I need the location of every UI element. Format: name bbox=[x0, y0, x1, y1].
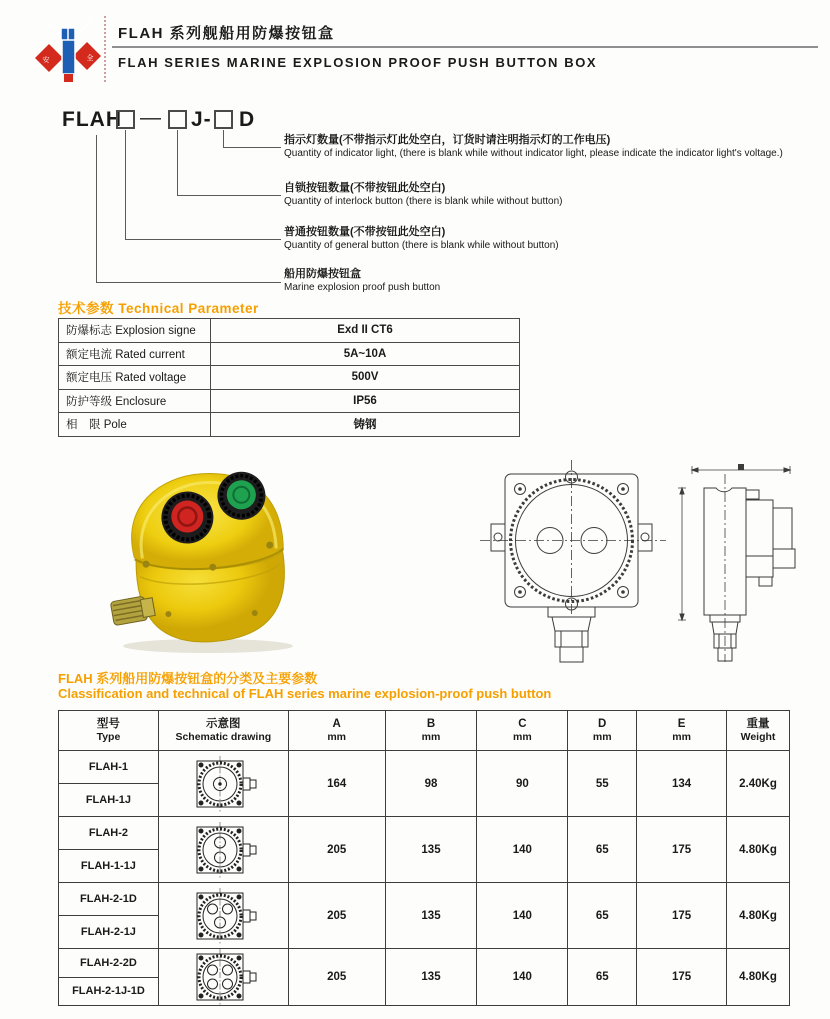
schematic-1-button-icon bbox=[181, 756, 265, 812]
dim-c: 140 bbox=[477, 883, 568, 949]
svg-text:安: 安 bbox=[42, 57, 50, 64]
weight-cell: 4.80Kg bbox=[727, 883, 790, 949]
table-row bbox=[59, 949, 790, 978]
classification-heading-en: Classification and technical of FLAH series marine explosion-proof push button bbox=[58, 686, 552, 701]
col-c: C mm bbox=[477, 711, 568, 751]
dim-d: 55 bbox=[568, 751, 637, 817]
dim-e: 175 bbox=[637, 949, 727, 1006]
param-value: 铸钢 bbox=[211, 413, 520, 437]
model-code-j: J- bbox=[191, 108, 212, 131]
annotation-zh: 普通按钮数量(不带按钮此处空白) bbox=[284, 226, 446, 238]
type-cell: FLAH-2-1J-1D bbox=[59, 977, 159, 1006]
param-value: Exd II CT6 bbox=[211, 319, 520, 343]
type-cell: FLAH-1 bbox=[59, 751, 159, 784]
table-row bbox=[59, 883, 790, 916]
annotation-en: Quantity of indicator light, (there is blank while without indicator light, please indicate the indicator light's voltage.) bbox=[284, 148, 783, 159]
col-schematic: 示意图 Schematic drawing bbox=[158, 711, 288, 751]
type-cell: FLAH-2-1J bbox=[59, 916, 159, 949]
dim-e: 134 bbox=[637, 751, 727, 817]
title-rule bbox=[112, 46, 818, 48]
header-divider bbox=[104, 16, 106, 82]
param-label: 防护等级 Enclosure bbox=[59, 389, 211, 413]
tech-params-heading: 技术参数 Technical Parameter bbox=[58, 301, 259, 316]
table-row bbox=[59, 366, 520, 390]
page-title-en: FLAH SERIES MARINE EXPLOSION PROOF PUSH BUTTON BOX bbox=[118, 55, 598, 70]
type-cell: FLAH-1-1J bbox=[59, 850, 159, 883]
connector-line-series bbox=[96, 135, 281, 283]
annotation-en: Quantity of interlock button (there is blank while without button) bbox=[284, 196, 563, 207]
param-value: IP56 bbox=[211, 389, 520, 413]
cable-gland-icon bbox=[110, 595, 156, 626]
table-header-row bbox=[59, 711, 790, 751]
company-logo-icon bbox=[35, 14, 101, 86]
schematic-cell bbox=[158, 883, 288, 949]
table-row bbox=[59, 342, 520, 366]
classification-heading-zh: FLAH 系列船用防爆按钮盒的分类及主要参数 bbox=[58, 671, 318, 686]
schematic-2-buttons-icon bbox=[181, 822, 265, 878]
weight-cell: 2.40Kg bbox=[727, 751, 790, 817]
front-view-drawing bbox=[478, 460, 668, 665]
schematic-cell bbox=[158, 817, 288, 883]
annotation-zh: 船用防爆按钮盒 bbox=[284, 268, 361, 280]
dim-b: 135 bbox=[385, 817, 477, 883]
weight-cell: 4.80Kg bbox=[727, 817, 790, 883]
type-cell: FLAH-2-2D bbox=[59, 949, 159, 978]
table-row bbox=[59, 319, 520, 343]
svg-text:全: 全 bbox=[86, 55, 94, 62]
param-label: 防爆标志 Explosion signe bbox=[59, 319, 211, 343]
model-code-box-indicator bbox=[214, 110, 233, 129]
table-row bbox=[59, 751, 790, 784]
annotation-indicator-light bbox=[284, 133, 818, 160]
type-cell: FLAH-2 bbox=[59, 817, 159, 850]
model-code-box-interlock bbox=[168, 110, 187, 129]
param-label: 额定电流 Rated current bbox=[59, 342, 211, 366]
table-row bbox=[59, 389, 520, 413]
table-row bbox=[59, 817, 790, 850]
dim-c: 140 bbox=[477, 817, 568, 883]
type-cell: FLAH-1J bbox=[59, 784, 159, 817]
schematic-cell bbox=[158, 949, 288, 1006]
product-photo bbox=[100, 460, 315, 655]
annotation-zh: 指示灯数量(不带指示灯此处空白，订货时请注明指示灯的工作电压) bbox=[284, 134, 611, 146]
dim-d: 65 bbox=[568, 883, 637, 949]
col-a: A mm bbox=[288, 711, 385, 751]
dim-d: 65 bbox=[568, 949, 637, 1006]
dim-b: 135 bbox=[385, 883, 477, 949]
schematic-cell bbox=[158, 751, 288, 817]
dim-a: 205 bbox=[288, 817, 385, 883]
param-label: 额定电压 Rated voltage bbox=[59, 366, 211, 390]
param-label: 相 限 Pole bbox=[59, 413, 211, 437]
dim-a: 205 bbox=[288, 949, 385, 1006]
schematic-3-buttons-icon bbox=[181, 888, 265, 944]
table-row bbox=[59, 413, 520, 437]
dim-e: 175 bbox=[637, 883, 727, 949]
dim-a: 205 bbox=[288, 883, 385, 949]
dim-d: 65 bbox=[568, 817, 637, 883]
param-value: 500V bbox=[211, 366, 520, 390]
param-value: 5A~10A bbox=[211, 342, 520, 366]
type-cell: FLAH-2-1D bbox=[59, 883, 159, 916]
weight-cell: 4.80Kg bbox=[727, 949, 790, 1006]
annotation-zh: 自锁按钮数量(不带按钮此处空白) bbox=[284, 182, 446, 194]
dim-b: 135 bbox=[385, 949, 477, 1006]
dim-e: 175 bbox=[637, 817, 727, 883]
model-code-d: D bbox=[239, 108, 256, 131]
dim-c: 140 bbox=[477, 949, 568, 1006]
page-title-zh: FLAH 系列舰船用防爆按钮盒 bbox=[118, 25, 335, 42]
col-e: E mm bbox=[637, 711, 727, 751]
col-b: B mm bbox=[385, 711, 477, 751]
annotation-general-button bbox=[284, 225, 818, 252]
dim-c: 90 bbox=[477, 751, 568, 817]
annotation-interlock-button bbox=[284, 181, 818, 208]
annotation-series-name bbox=[284, 267, 818, 294]
dim-b: 98 bbox=[385, 751, 477, 817]
tech-params-table bbox=[58, 318, 520, 437]
col-d: D mm bbox=[568, 711, 637, 751]
dim-a: 164 bbox=[288, 751, 385, 817]
model-code-dash: — bbox=[140, 106, 162, 129]
side-view-drawing bbox=[672, 460, 822, 665]
annotation-en: Quantity of general button (there is blank while without button) bbox=[284, 240, 559, 251]
col-type: 型号 Type bbox=[59, 711, 159, 751]
col-weight: 重量 Weight bbox=[727, 711, 790, 751]
schematic-4-buttons-icon bbox=[181, 949, 265, 1005]
annotation-en: Marine explosion proof push button bbox=[284, 282, 441, 293]
model-code-box-general bbox=[116, 110, 135, 129]
classification-table bbox=[58, 710, 790, 1006]
model-code-prefix: FLAH bbox=[62, 108, 122, 131]
